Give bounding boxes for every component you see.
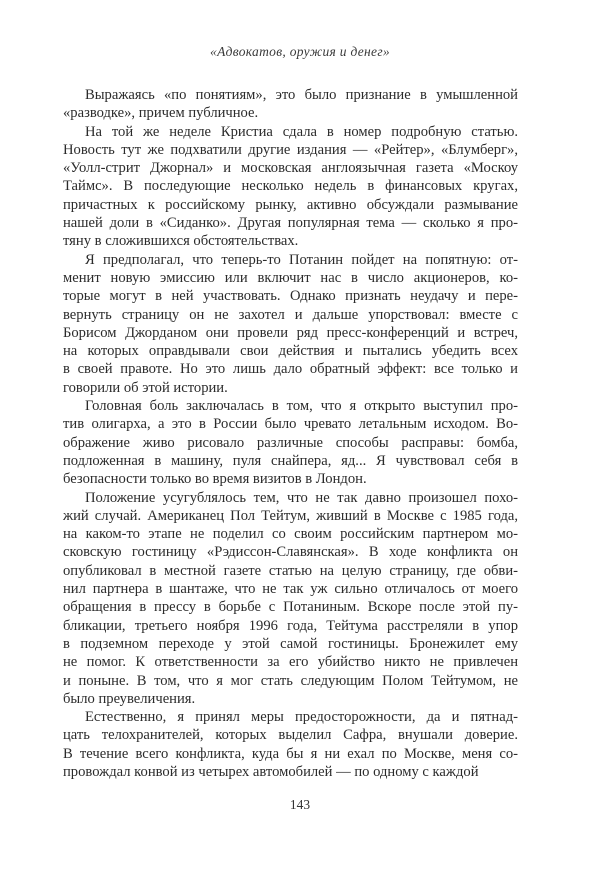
text-line: безопасности только во время визитов в Лондон. (63, 471, 367, 488)
text-line: нил партнера в шантаже, что не так уж сильно отличалось от моего (63, 581, 518, 598)
text-line: Новость тут же подхватили другие издания — «Рейтер», «Блумберг», (63, 141, 518, 158)
text-line: на каком-то этапе не поделил со своим российским партнером мо- (63, 526, 518, 543)
text-line: На той же неделе Кристиа сдала в номер подробную статью. (85, 123, 518, 140)
text-line: торые могут в ней участвовать. Однако признать неудачу и пере- (63, 288, 518, 305)
running-header: «Адвокатов, оружия и денег» (210, 44, 390, 59)
text-line: говорили об этой истории. (63, 379, 228, 396)
text-line: цать телохранителей, которых выделил Сафра, внушали доверие. (63, 727, 518, 744)
paragraph (63, 489, 518, 709)
text-line: Выражаясь «по понятиям», это было признание в умышленной (85, 87, 518, 103)
text-line: и поныне. В том, что я мог стать следующим Полом Тейтумом, не (63, 672, 518, 689)
text-line: тяну в сложившихся обстоятельствах. (63, 233, 299, 250)
text-line: обращения в прессу в борьбе с Потаниным. Вскоре после этой пу- (63, 599, 518, 616)
text-line: сковскую гостиницу «Рэдиссон-Славянская». В ходе конфликта он (63, 544, 518, 561)
text-line: было преувеличения. (63, 690, 196, 707)
text-line: «разводке», причем публичное. (63, 105, 259, 122)
text-line: ображение живо рисовало различные способы расправы: бомба, (63, 434, 518, 451)
text-line: опубликовал в местной газете статью на целую страницу, где обви- (63, 562, 518, 579)
text-line: вернуть страницу он не захотел и дальше упорствовал: вместе с (63, 306, 518, 323)
text-line: тив олигарха, а это в России было чревато летальным исходом. Во- (63, 416, 518, 433)
text-line: подложенная в машину, пуля снайпера, яд... Я чувствовал себя в (63, 452, 518, 469)
text-line: бликации, третьего ноября 1996 года, Тейтума расстреляли в упор (63, 617, 518, 634)
paragraph (63, 708, 518, 781)
text-line: в своей правоте. Но это лишь дало обратный эффект: все только и (63, 361, 518, 378)
text-line: Естественно, я принял меры предосторожности, да и пятнад- (85, 709, 518, 726)
text-line: причастных к российскому рынку, активно обсуждали размывание (63, 196, 518, 213)
text-line: не помог. К ответственности за его убийство никто не привлечен (63, 654, 518, 671)
page-number: 143 (289, 797, 311, 812)
text-line: Таймс». В последующие несколько недель в финансовых кругах, (63, 178, 518, 195)
text-line: Борисом Джорданом они провели ряд пресс-конференций и встреч, (63, 324, 518, 341)
text-line: провождал конвой из четырех автомобилей — по одному с каждой (63, 763, 479, 780)
text-line: В течение всего конфликта, куда бы я ни ехал по Москве, меня со- (63, 745, 518, 762)
text-line: нашей доли в «Сиданко». Другая популярная тема — сколько я про- (63, 215, 518, 232)
text-line: менит новую эмиссию или включит нас в число акционеров, ко- (63, 269, 518, 286)
paragraph (63, 123, 518, 251)
paragraph (63, 86, 518, 123)
text-line: Головная боль заключалась в том, что я открыто выступил про- (85, 398, 518, 415)
text-line: жий случай. Американец Пол Тейтум, живший в Москве с 1985 года, (63, 507, 518, 524)
text-line: Положение усугублялось тем, что не так давно произошел похо- (85, 489, 518, 506)
paragraph (63, 397, 518, 488)
text-line: в подземном переходе у этой самой гостиницы. Бронежилет ему (63, 635, 518, 652)
page-body (63, 86, 518, 781)
text-line: «Уолл-стрит Джорнал» и московская англоязычная газета «Москоу (63, 160, 518, 177)
paragraph (63, 251, 518, 397)
text-line: на которых оправдывали свои действия и пытались убедить всех (63, 343, 518, 360)
text-line: Я предполагал, что теперь-то Потанин пойдет на попятную: от- (85, 251, 518, 268)
